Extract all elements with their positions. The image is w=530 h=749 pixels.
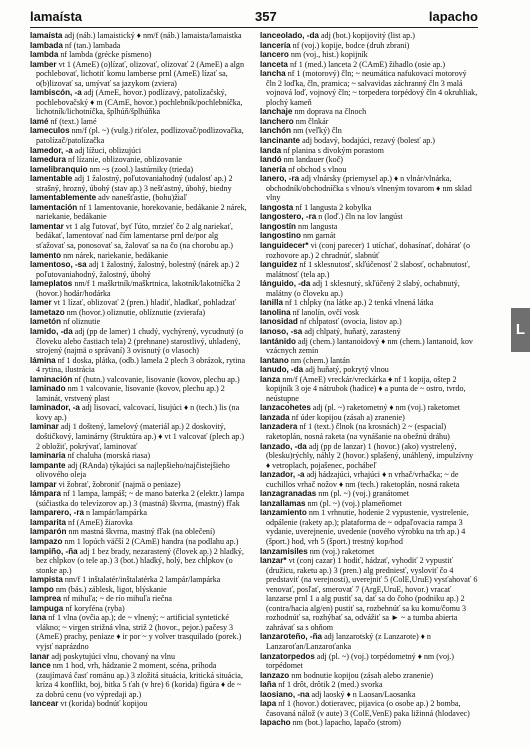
dictionary-entry [260, 136, 478, 146]
entry-definition: adj (RAnda) týkajúci sa najlepšieho/najčistejšieho olivového oleja [36, 460, 230, 480]
entry-definition: nf (tan.) lambada [64, 40, 121, 50]
entry-definition: adj lížuci, oblizujúci [74, 145, 142, 155]
entry-definition: nm doprava na člnoch [294, 107, 367, 117]
dictionary-entry [260, 680, 478, 690]
header-first-headword: lamaísta [30, 9, 83, 24]
entry-definition: adj poskytujúci vlnu, chovaný na vlnu [51, 651, 176, 661]
entry-definition: nm mastná škvrna, mastný fľak (na oblečení) [68, 527, 215, 537]
dictionary-entry [260, 60, 478, 70]
entry-headword: landó [260, 155, 282, 165]
dictionary-entry [30, 260, 248, 279]
entry-headword: lamentoso, -sa [30, 260, 87, 270]
dictionary-entry [260, 547, 478, 557]
entry-headword: lamido, -da [30, 326, 73, 336]
entry-headword: lamelibranquio [30, 164, 88, 174]
dictionary-entry [30, 88, 248, 117]
entry-definition: nm člnkár [295, 116, 329, 126]
dictionary-entry [30, 165, 248, 175]
entry-definition: nf 1 (motorový) čln; ~ neumática nafukovací motorový čln 2 loďka, čln, pramica; ~ salvavidas záchranný čln 3 malá vojnová loď, vojnový čln; ~ torpedera torpédový čln 4 okruhliak, plochý kameň [266, 69, 478, 107]
entry-headword: laminador, -a [30, 403, 80, 413]
entry-definition: nm langusta [298, 221, 338, 231]
entry-definition: vt 1 lízať, oblizovať 2 (pren.) hladiť, hladkať, pohladzať [53, 298, 236, 308]
entry-headword: laminación [30, 374, 73, 384]
dictionary-entry [30, 547, 248, 576]
dictionary-entry [30, 203, 248, 222]
entry-headword: lanzar* [260, 556, 287, 566]
dictionary-entry [260, 489, 478, 499]
entry-definition: adj 1 žalostný, žalostný, bolestný (nárek ap.) 2 poľutovaniahodný, žalostný, úbohý [36, 260, 240, 279]
entry-definition: nm ~s (zool.) lastúrniky (trieda) [89, 164, 194, 174]
entry-definition: nm/f 1 inštalatér/inštalatérka 2 lampár/lampárka [64, 575, 221, 585]
dictionary-entry [260, 50, 478, 60]
entry-definition: nf obchod s vlnou [288, 164, 347, 174]
entry-definition: vi žobrať, žobroniť (najmä o peniaze) [58, 479, 181, 489]
entry-definition: nf 1 drôt, drôtik 2 (med.) svorka [278, 680, 383, 690]
entry-definition: nf (AmeE) žiarovka [68, 517, 133, 527]
dictionary-entry [30, 604, 248, 614]
entry-headword: lampuga [30, 603, 64, 613]
dictionary-entry [260, 165, 478, 175]
dictionary-entry [30, 527, 248, 537]
dictionary-entry [260, 174, 478, 203]
entry-headword: languidez [260, 260, 298, 270]
dictionary-entry [30, 652, 248, 662]
entry-definition: nf oliznutie [63, 317, 101, 327]
dictionary-entry [260, 470, 478, 489]
entry-definition: adj vlnársky (priemysel ap.) ♦ n vlnár/vlnárka, obchodník/obchodníčka s vlnou/s vlneným tovarom ♦ nm sklad vlny [266, 174, 472, 203]
entry-headword: lámpara [30, 489, 62, 499]
entry-definition: adv nanešťastie, (bohu)žiaľ [98, 193, 187, 203]
dictionary-entry [260, 671, 478, 681]
entry-definition: adj 1 doštený, lamelový (materiál ap.) 2 doskovitý, doštičkový, laminárny (štruktúra ap.) ♦ vt 1 valcovať (plech ap.) 2 obložiť, pokrývať, laminovať [36, 422, 245, 451]
entry-headword: lancha [260, 69, 286, 79]
dictionary-entry [260, 117, 478, 127]
entry-definition: nf (text.) lamé [50, 116, 97, 126]
entry-headword: lampiño, -ña [30, 546, 78, 556]
dictionary-entry [260, 298, 478, 308]
entry-headword: lanchaje [260, 107, 293, 117]
dictionary-entry [30, 222, 248, 251]
entry-headword: lanolina [260, 307, 291, 317]
entry-definition: nm 1 valcovanie, lisovanie (kovov, plechu ap.) 2 laminát, vrstvený plast [36, 384, 225, 403]
entry-headword: lancinante [260, 136, 301, 146]
dictionary-entry [260, 155, 478, 165]
entry-headword: lampazo [30, 536, 63, 546]
entry-definition: adj 1 žalostný, poľutovaniahodný (udalosť ap.) 2 strašný, hrozný, úbohý (stav ap.) 3 nešťastný, úbohý, biedny [36, 174, 233, 193]
entry-definition: vi (conj parecer) 1 utíchať, dohasínať, dohárať (o rozhovore ap.) 2 chradnúť, slabnúť [266, 241, 470, 260]
dictionary-entry [260, 212, 478, 222]
entry-definition: adj hádzajúci, vrhajúci ♦ n vrhač/vrhačka; ~ de cuchillos vrhač nožov ♦ nm (tech.) raketoplán, nosná raketa [266, 470, 460, 489]
entry-headword: lampante [30, 460, 66, 470]
dictionary-entry [30, 317, 248, 327]
entry-headword: lanoso, -sa [260, 326, 303, 336]
entry-definition: adj (pl. ~) (voj.) torpédometný ♦ nm (voj.) torpédomet [266, 651, 454, 671]
entry-headword: lanceolado, -da [260, 31, 319, 40]
entry-headword: lanzamiento [260, 508, 307, 518]
entry-headword: lanzador, -a [260, 470, 305, 480]
dictionary-entry [260, 279, 478, 298]
left-column [30, 31, 248, 743]
dictionary-entry [30, 60, 248, 89]
dictionary-entry [30, 461, 248, 480]
dictionary-entry [260, 146, 478, 156]
entry-headword: lapacho [260, 718, 291, 728]
dictionary-entry [30, 508, 248, 518]
entry-definition: nf chĺpatosť (ovocia, listov ap.) [299, 317, 402, 327]
entry-definition: nf lanolín, ovčí vosk [292, 307, 360, 317]
entry-definition: nm 1 vrhnutie, hodenie 2 vypustenie, vystrelenie, odpálenie (rakety ap.); plataforma de ~ odpaľovacia rampa 3 vydanie, uverejnenie, uvedenie (nového výrobku na trh ap.) 4 (šport.) hod, vrh 5 (šport.) trestný kop/hod [266, 508, 469, 546]
entry-headword: lanzazo [260, 670, 290, 680]
entry-definition: vt (conj cazar) 1 hodiť, hádzať, vyhodiť 2 vypustiť (družicu, raketu ap.) 3 (pren.) alg predniesť, vysloviť čo 4 predstaviť (na verejnosti), uverejniť 5 (ColE,UruE) vysťahovať 6 venovať, posľať, smerovať 7 (ArgE,UruE, hovor.) vracať lanzarse prnl 1 a alg pustiť sa, dať sa do čoho (podniku ap.) 2 (contra/hacia alg/en) pustiť sa, rozbehnúť sa ku komu/čomu 3 rozhodnúť sa, rozhýbať sa, odvážiť sa ► ~ a tumba abierta zahrávať sa s ohňom [266, 556, 478, 632]
dictionary-entry [30, 155, 248, 165]
entry-headword: lamento [30, 250, 62, 260]
entry-definition: adj 1 sklesnutý, skľúčený 2 slabý, ochabnutý, malátny (o človeku ap.) [266, 279, 460, 298]
entry-headword: lance [30, 661, 51, 671]
entry-headword: lancero [260, 50, 289, 60]
entry-headword: lamentablemente [30, 193, 97, 203]
entry-definition: nm nárek, nariekanie, bedákanie [63, 250, 169, 260]
entry-headword: lametón [30, 317, 62, 327]
entry-headword: lanchero [260, 116, 294, 126]
entry-definition: vt 1 (AmeE) (o)lízať, olizovať, olizovať 2 (AmeE) a algn pochlebovať, lichotiť komu lamberse prnl (AmeE) lízať sa, o(b)lizovať sa, umývať sa jazykom (zviera) [36, 59, 245, 88]
entry-definition: nf 1 vlna (ovčia ap.); de ~ vlnený; ~ artificial syntetické vlákno; ~ virgen strižná vlna, striž 2 (hovor., pejor.) pačesy 3 (AmeE) prachy, peniaze ♦ ir por ~ y volver trasquilado (porek.) vyjsť naprázdno [36, 613, 242, 651]
entry-headword: lanzamisiles [260, 546, 308, 556]
dictionary-entry [30, 594, 248, 604]
dictionary-entry [30, 661, 248, 699]
entry-definition: nm/f 1 maškrtník/maškrtnica, lakotník/lakotníčka 2 (hovor.) hodár/hodárka [36, 279, 241, 298]
entry-definition: nf chaluha (morská riasa) [67, 451, 151, 461]
entry-definition: adj (pp de lanzar) 1 (hovor.) (ako) vystrelený, (blesku)rýchly, náhly 2 (hovor.) splašený, unáhlený, impulzívny ♦ vetroplach, pojašenec, pochábeľ [266, 441, 474, 470]
dictionary-entry [260, 699, 478, 718]
dictionary-entry [30, 585, 248, 595]
entry-headword: lanceta [260, 59, 288, 69]
dictionary-entry [30, 489, 248, 508]
entry-headword: lantano [260, 355, 289, 365]
entry-definition: adj bodavý, bodajúci, rezavý (bolesť ap.) [302, 136, 435, 146]
entry-headword: lanzatorpedos [260, 651, 315, 661]
dictionary-entry [30, 126, 248, 145]
entry-definition: nf 1 doska, plátka, (odb.) lamela 2 plech 3 obrázok, rytina 4 rytina, ilustrácia [36, 355, 246, 375]
entry-definition: nm (voj., hist.) kopijník [290, 50, 368, 60]
dictionary-entry [30, 356, 248, 375]
dictionary-entry [260, 327, 478, 337]
dictionary-entry [260, 718, 478, 728]
letter-thumb-tab[interactable]: L [511, 308, 530, 352]
dictionary-entry [260, 231, 478, 241]
entry-definition: adj 1 bez brady, nezarastený (človek ap.) 2 hladký, bez chĺpkov (o tele ap.) 3 (bot.) hladký, holý, bez chĺpkov (o stonke ap.) [36, 546, 244, 575]
entry-headword: lanchón [260, 126, 292, 136]
entry-definition: nf 1 sklesnutosť, skľúčenosť 2 slabosť, ochabnutosť, malátnosť (tela ap.) [266, 260, 471, 279]
entry-headword: lamparero, -ra [30, 508, 84, 518]
entry-definition: nf mihuľa; ~ de río mihuľa riečna [63, 594, 173, 604]
entry-definition: nf 1 chĺpky (na látke ap.) 2 tenká vlnená látka [284, 298, 434, 308]
dictionary-entry [30, 613, 248, 651]
dictionary-entry [30, 699, 248, 709]
entry-headword: lanzacohetes [260, 403, 311, 413]
entry-definition: nm (chem.) lantán [290, 355, 350, 365]
dictionary-entry [30, 174, 248, 193]
entry-headword: lancear [30, 699, 59, 709]
dictionary-entry [260, 356, 478, 366]
entry-headword: lamentar [30, 221, 64, 231]
dictionary-entry [260, 499, 478, 509]
entry-definition: adj (pp de lamer) 1 chudý, vychýrený, vycudnutý (o človeku alebo častiach tela) 2 (prehnane) starostlivý, uhladený, strojený (najmä o správaní) 3 ovisnutý (o vlasoch) [36, 326, 244, 356]
entry-definition: nm garnát [302, 231, 336, 241]
entry-definition: n lampár/lampárka [86, 508, 147, 518]
entry-definition: nf lízanie, oblizovanie, oblizovanie [68, 155, 182, 165]
dictionary-entry [260, 690, 478, 700]
entry-headword: langosta [260, 202, 294, 212]
dictionary-entry [30, 422, 248, 451]
dictionary-entry [260, 375, 478, 404]
entry-definition: adj (pl. ~) raketometný ♦ nm (voj.) raketomet [312, 403, 461, 413]
entry-headword: lanero, -ra [260, 174, 300, 184]
entry-headword: lamer [30, 298, 52, 308]
dictionary-entry [260, 126, 478, 136]
dictionary-entry [30, 384, 248, 403]
entry-headword: lamaísta [30, 31, 63, 40]
entry-definition: n (loď.) čln na lov langúst [318, 212, 403, 222]
entry-headword: lampo [30, 584, 54, 594]
entry-definition: nf 1 (med.) lanceta 2 (CAmE) žihadlo (osie ap.) [289, 59, 446, 69]
right-column [260, 31, 478, 743]
entry-headword: lanería [260, 164, 287, 174]
entry-definition: nm (veľký) čln [293, 126, 342, 136]
entry-definition: nf 1 lampa, lampáš; ~ de mano baterka 2 (elektr.) lampa (súčiastka do televízorov ap.) 3 (mastná) škvrna, (mastný) fľak [36, 489, 245, 508]
dictionary-entry [30, 146, 248, 156]
entry-definition: vt 1 alg ľutovať, byť ľúto, mrzieť čo 2 alg nariekať, bedákať, lamentovať nad čím lamentarse prnl de/por alg sťažovať sa, ponosovať sa, žalovať sa na čo (na chorobu ap.) [36, 221, 233, 251]
dictionary-entry [260, 422, 478, 441]
entry-definition: nf (voj.) kopije, bodce (druh zbrani) [292, 40, 410, 50]
entry-definition: nm/f (AmeE) vreckár/vreckárka ♦ nf 1 kopija, oštep 2 kopijník 3 oje 4 nátrubok (hadice) ♦ a punta de ~ ostro, tvrdo, neústupne [266, 374, 466, 403]
entry-headword: lanar [30, 651, 50, 661]
entry-definition: adj lanzarotský (z Lanzarote) ♦ n Lanzaroťan/Lanzaroťanka [266, 632, 431, 651]
entry-headword: laminado [30, 384, 66, 394]
entry-headword: lanzallamas [260, 498, 306, 508]
entry-headword: lanzado, -da [260, 441, 307, 451]
entry-definition: adj chlpatý, huňatý, zarastený [304, 326, 401, 336]
entry-headword: landa [260, 145, 282, 155]
dictionary-entry [260, 222, 478, 232]
dictionary-entry [260, 260, 478, 279]
entry-headword: languidecer* [260, 241, 309, 251]
page-header [0, 0, 530, 28]
entry-headword: lamedor, -a [30, 145, 73, 155]
dictionary-entry [30, 403, 248, 422]
dictionary-entry [260, 317, 478, 327]
entry-headword: lana [30, 613, 47, 623]
dictionary-entry [30, 251, 248, 261]
entry-definition: nf úder kopijou (zásah a) zranenie) [291, 412, 405, 422]
entry-headword: laña [260, 680, 277, 690]
entry-definition: nm (hovor.) oliznutie, oblíznutie (zvierafa) [66, 307, 206, 317]
entry-headword: lambiscón, -a [30, 88, 82, 98]
entry-headword: lamber [30, 59, 57, 69]
dictionary-entry [30, 375, 248, 385]
entry-definition: nf 1 (text.) člnok (na krosnách) 2 ~ (espacial) raketoplán, nosná raketa (na vynášanie na obežnú dráhu) [266, 422, 450, 441]
entry-headword: lamparita [30, 517, 66, 527]
entry-headword: lancería [260, 40, 291, 50]
entry-definition: nf lambda (grécke písmeno) [60, 50, 152, 60]
entry-definition: nf koryféna (ryba) [65, 603, 125, 613]
entry-definition: vt (korida) bodnúť kopijou [60, 699, 148, 709]
entry-headword: laminar [30, 422, 59, 432]
entry-headword: lamparón [30, 527, 67, 537]
dictionary-entry [30, 575, 248, 585]
entry-headword: laosiano, -na [260, 689, 310, 699]
dictionary-entry [260, 337, 478, 356]
entry-headword: lampar [30, 479, 57, 489]
entry-headword: lanilla [260, 298, 283, 308]
dictionary-entry [260, 69, 478, 107]
dictionary-entry [260, 107, 478, 117]
dictionary-entry [260, 308, 478, 318]
entry-headword: langostino [260, 231, 301, 241]
entry-definition: nm (bás.) záblesk, ligot, blýskanie [55, 584, 167, 594]
dictionary-entry [30, 193, 248, 203]
dictionary-entry [260, 508, 478, 546]
entry-headword: lamedura [30, 155, 66, 165]
entry-definition: nf 1 lamentovanie, horekovanie, bedákanie 2 nárek, nariekanie, bedákanie [36, 202, 247, 222]
entry-definition: nm (voj.) raketomet [309, 546, 375, 556]
entry-definition: adj (bot.) kopijovitý (list ap.) [320, 31, 415, 40]
entry-headword: lamé [30, 116, 49, 126]
entry-headword: lanzaroteño, -ña [260, 632, 323, 642]
entry-definition: adj (náb.) lamaistický ♦ nm/f (náb.) lamaista/lamaistka [64, 31, 242, 40]
entry-headword: laminaria [30, 451, 66, 461]
entry-headword: lamentación [30, 202, 78, 212]
dictionary-entry [260, 652, 478, 671]
dictionary-entry [30, 537, 248, 547]
entry-headword: lanzada [260, 412, 290, 422]
entry-definition: adj huňatý, pokrytý vlnou [305, 365, 389, 375]
dictionary-entry [260, 41, 478, 51]
header-last-headword: lapacho [428, 9, 478, 24]
dictionary-entry [30, 31, 248, 41]
dictionary-entry [30, 298, 248, 308]
entry-headword: lanudo, -da [260, 365, 304, 375]
dictionary-entry [260, 442, 478, 471]
dictionary-entry [260, 403, 478, 413]
dictionary-entry [260, 203, 478, 213]
dictionary-entry [260, 365, 478, 375]
dictionary-entry [30, 279, 248, 298]
entry-headword: langostín [260, 221, 296, 231]
entry-headword: lampista [30, 575, 63, 585]
dictionary-entry [260, 413, 478, 423]
dictionary-entry [30, 41, 248, 51]
entry-definition: nm landauer (koč) [283, 155, 343, 165]
dictionary-entry [30, 308, 248, 318]
entry-headword: lameplatos [30, 279, 73, 289]
entry-headword: langostero, -ra [260, 212, 317, 222]
page-number: 357 [255, 9, 277, 24]
entry-headword: lámina [30, 355, 56, 365]
dictionary-entry [260, 556, 478, 632]
entry-definition: adj laoský ♦ n Laosan/Laosanka [311, 689, 416, 699]
entry-headword: lánguido, -da [260, 279, 311, 289]
entry-definition: nm (bot.) lapacho, lapačo (strom) [292, 718, 401, 728]
header-rule [30, 27, 478, 28]
entry-definition: nf planina s divokým porastom [283, 145, 384, 155]
entry-headword: lanzadera [260, 422, 298, 432]
entry-definition: nm bodnutie kopijou (zásah alebo zranenie) [291, 670, 434, 680]
entry-headword: lambada [30, 40, 63, 50]
entry-headword: lamentable [30, 174, 73, 184]
entry-headword: lantánido [260, 336, 296, 346]
entry-definition: nf 1 langusta 2 kobylka [295, 202, 372, 212]
entry-definition: adj (AmeE, hovor.) podlízavý, patolízačský, pochlebovačský ♦ m (CAmE, hovor.) pochlebník/pochlebníčka, lichotník/lichotníčka, šplhúň/šplhúňka [36, 88, 243, 117]
entry-headword: lanosidad [260, 317, 298, 327]
dictionary-entry [260, 632, 478, 651]
dictionary-entry [30, 117, 248, 127]
entry-headword: lapa [260, 699, 277, 709]
entry-definition: adj (chem.) lantanoidový ♦ nm (chem.) lantanoid, kov vzácnych zemín [266, 336, 473, 356]
dictionary-entry [30, 518, 248, 528]
entry-headword: lanza [260, 374, 281, 384]
entry-definition: nf 1 (hovor.) dotieravec, pijavica (o osobe ap.) 2 bomba, časovaná nálož (v aute) 3 (ColE,VenE) paka ližinná (hlodavec) [266, 699, 470, 718]
dictionary-entry [30, 50, 248, 60]
entry-definition: nf (hutn.) valcovanie, lisovanie (kovov, plechu ap.) [74, 374, 240, 384]
entry-headword: lambda [30, 50, 59, 60]
dictionary-entry [260, 241, 478, 260]
dictionary-entry [30, 327, 248, 356]
entry-definition: nm (pl. ~) (voj.) granátomet [318, 489, 409, 499]
entry-definition: nm 1 hod, vrh, hádzanie 2 moment, scéna, príhoda (zaujímavá časť románu ap.) 3 zložitá situácia, kritická situácia, kríza 4 konflikt, boj, bitka 5 ťah (v hre) 6 (korida) figúra ♦ de ~ za dobrú cenu (vo výpredaji ap.) [36, 661, 243, 699]
entry-headword: lamprea [30, 594, 62, 604]
entry-headword: lametazo [30, 307, 65, 317]
entry-definition: adj lisovací, valcovací, lisujúci ♦ n (tech.) lis (na kovy ap.) [36, 403, 240, 422]
entry-definition: nm (pl. ~) (voj.) plameňomet [307, 498, 402, 508]
dictionary-entry [260, 31, 478, 41]
entry-definition: nm/f (pl. ~) (vulg.) riťolez, podlizovač/podlizovačka, patolízač/patolízačka [36, 126, 244, 146]
entry-headword: lameculos [30, 126, 70, 136]
entry-definition: nm 1 lopúch väčší 2 (CAmE) handra (na podlahu ap.) [64, 536, 239, 546]
dictionary-entry [30, 480, 248, 490]
dictionary-entry [30, 451, 248, 461]
entry-headword: lanzagranadas [260, 489, 317, 499]
